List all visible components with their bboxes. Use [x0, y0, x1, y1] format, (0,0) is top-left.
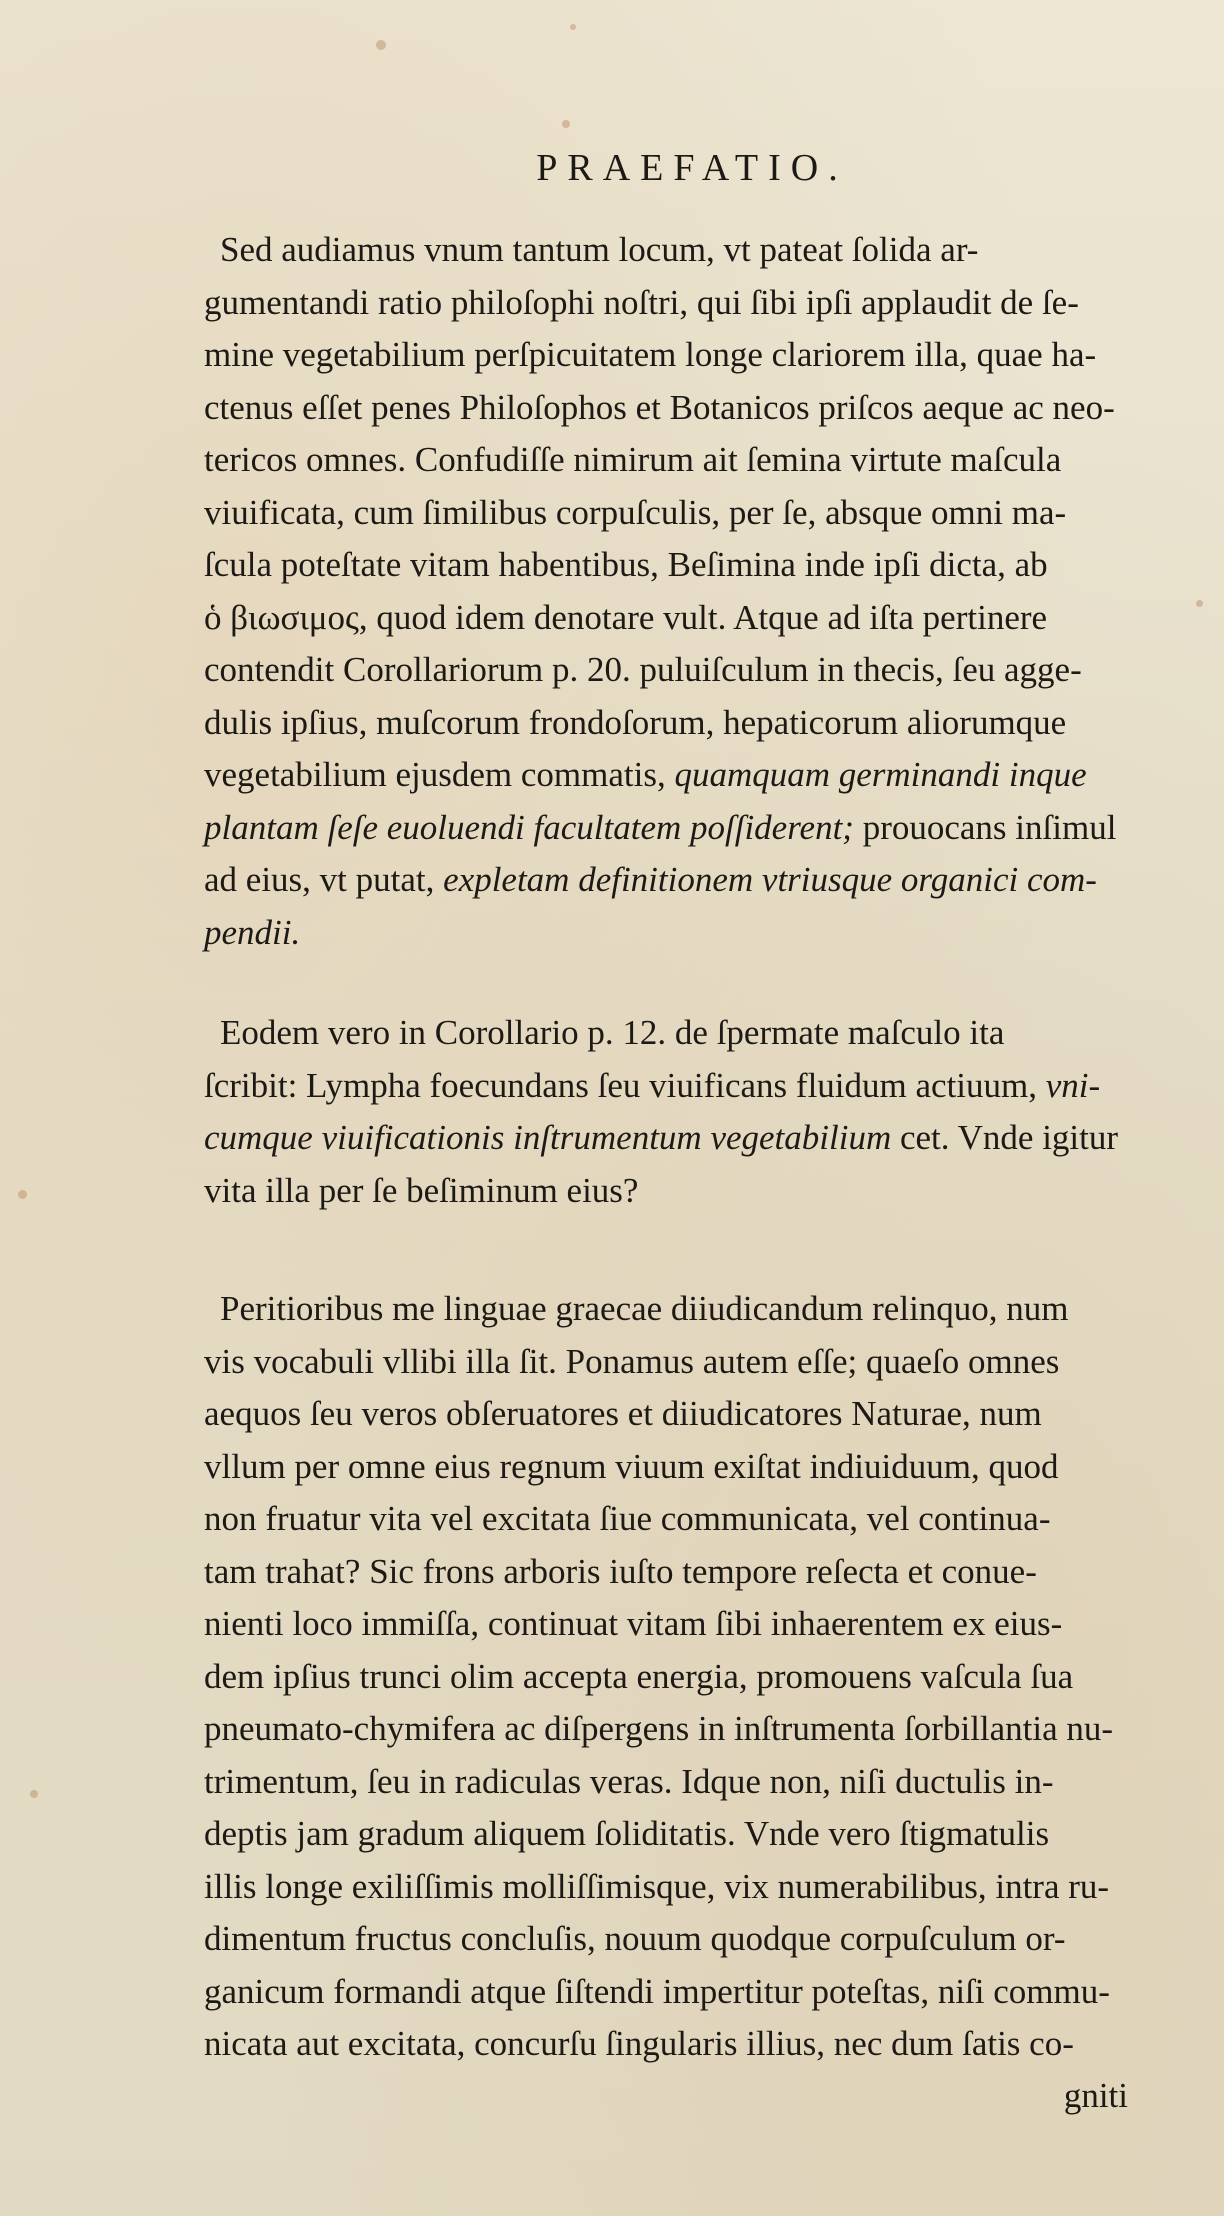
text-line: non fruatur vita vel excitata ſiue communicata, vel continua-: [204, 1499, 1051, 1538]
text-line: ad eius, vt putat,: [204, 860, 435, 899]
text-line: gumentandi ratio philoſophi noſtri, qui ſibi ipſi applaudit de ſe-: [204, 282, 1079, 322]
text-line: pneumato-chymifera ac diſpergens in inſtrumenta ſorbillantia nu-: [204, 1709, 1114, 1748]
foxing-spot: [1196, 600, 1203, 607]
italic-text: cumque viuificationis inſtrumentum vegetabilium: [204, 1118, 892, 1157]
text-line: ſcula poteſtate vitam habentibus, Beſimina inde ipſi dicta, ab: [204, 545, 1048, 584]
text-line: ſcribit: Lympha foecundans ſeu viuificans fluidum actiuum,: [204, 1065, 1037, 1105]
text-line: prouocans inſimul: [862, 807, 1117, 847]
text-line: Eodem vero in Corollario p. 12. de ſpermate maſculo ita: [220, 1013, 1005, 1052]
text-line: Sed audiamus vnum tantum locum, vt pateat ſolida ar-: [220, 230, 979, 269]
text-line: dem ipſius trunci olim accepta energia, promouens vaſcula ſua: [204, 1656, 1074, 1696]
italic-text: pendii.: [204, 912, 301, 952]
text-line: dimentum fructus concluſis, nouum quodque corpuſculum or-: [204, 1919, 1066, 1958]
foxing-spot: [30, 1790, 38, 1798]
text-line: nicata aut excitata, concurſu ſingularis illius, nec dum ſatis co-: [204, 2024, 1074, 2063]
italic-text: quamquam germinandi inque: [674, 755, 1087, 794]
italic-text: plantam ſeſe euoluendi facultatem poſſiderent;: [204, 807, 854, 847]
text-line: illis longe exiliſſimis molliſſimisque, vix numerabilibus, intra ru-: [204, 1866, 1110, 1906]
text-line: vegetabilium ejusdem commatis,: [204, 755, 666, 794]
foxing-spot: [376, 40, 386, 50]
text-line: ganicum formandi atque ſiſtendi impertitur poteſtas, niſi commu-: [204, 1971, 1110, 2011]
text-line: vis vocabuli vllibi illa ſit. Ponamus autem eſſe; quaeſo omnes: [204, 1341, 1060, 1381]
text-line: deptis jam gradum aliquem ſoliditatis. Vnde vero ſtigmatulis: [204, 1814, 1050, 1853]
text-line: vllum per omne eius regnum viuum exiſtat indiuiduum, quod: [204, 1446, 1059, 1486]
foxing-spot: [18, 1190, 27, 1199]
text-line: ὁ βιωσιμος, quod idem denotare vult. Atque ad iſta pertinere: [204, 597, 1048, 637]
paragraph-2: [204, 1007, 1150, 1217]
text-line: vita illa per ſe beſiminum eius?: [204, 1170, 639, 1210]
catchword: gniti: [1063, 2076, 1128, 2115]
foxing-spot: [562, 120, 570, 128]
text-line: nienti loco immiſſa, continuat vitam ſibi inhaerentem ex eius-: [204, 1604, 1063, 1643]
text-line: trimentum, ſeu in radiculas veras. Idque non, niſi ductulis in-: [204, 1761, 1054, 1801]
paragraph-1: [204, 224, 1150, 959]
text-line: ctenus eſſet penes Philoſophos et Botanicos priſcos aeque ac neo-: [204, 387, 1115, 427]
text-line: dulis ipſius, muſcorum frondoſorum, hepaticorum aliorumque: [204, 702, 1067, 742]
paragraph-3: [204, 1283, 1150, 2071]
text-line: cet. Vnde igitur: [899, 1118, 1119, 1157]
text-line: tam trahat? Sic frons arboris iuſto tempore reſecta et conue-: [204, 1551, 1037, 1591]
text-line: viuificata, cum ſimilibus corpuſculis, per ſe, absque omni ma-: [204, 492, 1067, 532]
text-line: contendit Corollariorum p. 20. puluiſculum in thecis, ſeu agge-: [204, 650, 1082, 689]
foxing-spot: [570, 24, 576, 30]
italic-text: vni-: [1045, 1065, 1101, 1105]
page-title: PRAEFATIO.: [536, 147, 848, 189]
text-line: mine vegetabilium perſpicuitatem longe clariorem illa, quae ha-: [204, 335, 1097, 374]
text-line: aequos ſeu veros obſeruatores et diiudicatores Naturae, num: [204, 1394, 1042, 1433]
text-line: tericos omnes. Confudiſſe nimirum ait ſemina virtute maſcula: [204, 440, 1062, 479]
text-line: Peritioribus me linguae graecae diiudicandum relinquo, num: [220, 1289, 1069, 1328]
italic-text: expletam definitionem vtriusque organici com-: [443, 860, 1097, 899]
text-block: [204, 146, 1150, 2071]
